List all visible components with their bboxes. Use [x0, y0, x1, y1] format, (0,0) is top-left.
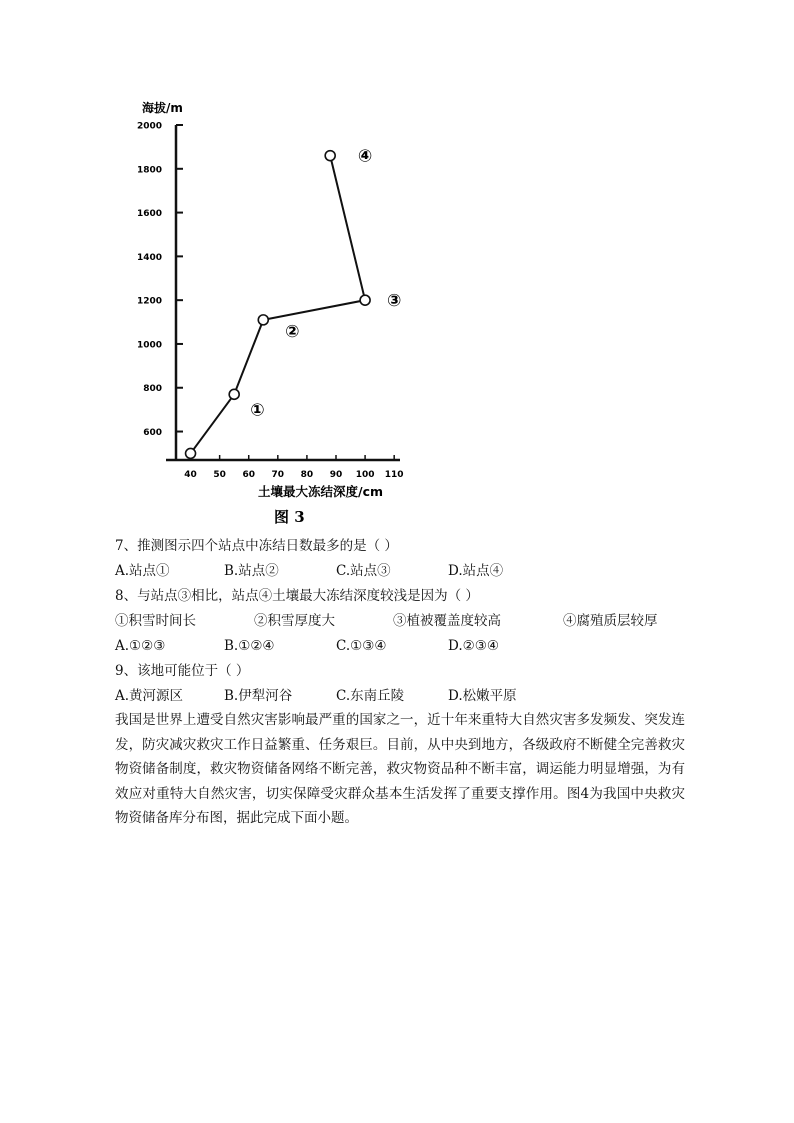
- x-tick-label: 50: [213, 470, 226, 480]
- q9-option-c[interactable]: C.东南丘陵: [336, 688, 405, 704]
- q8-option-c[interactable]: C.①③④: [336, 638, 387, 654]
- station-label: ②: [285, 321, 300, 342]
- figure-label: 图 3: [274, 508, 305, 526]
- station-label: ①: [250, 400, 265, 421]
- x-axis-label: 土壤最大冻结深度/cm: [258, 484, 384, 499]
- x-tick-label: 110: [384, 470, 404, 480]
- q7-option-d[interactable]: D.站点④: [448, 563, 504, 579]
- q8-statement-2: ②积雪厚度大: [254, 613, 335, 629]
- y-tick-label: 600: [143, 428, 162, 439]
- q7-option-c[interactable]: C.站点③: [336, 563, 391, 579]
- q9-option-b[interactable]: B.伊犁河谷: [224, 688, 293, 704]
- q8-statement-1: ①积雪时间长: [115, 613, 196, 629]
- station-point: [325, 151, 335, 161]
- station-label: ④: [357, 146, 373, 167]
- y-tick-label: 1800: [136, 165, 162, 176]
- station-point: [186, 448, 196, 458]
- question-8-stem: 8、与站点③相比，站点④土壤最大冻结深度较浅是因为（ ）: [115, 588, 479, 604]
- q8-option-d[interactable]: D.②③④: [448, 638, 499, 654]
- question-9-stem: 9、该地可能位于（ ）: [115, 663, 250, 679]
- x-tick-label: 40: [184, 470, 197, 480]
- y-axis-label: 海拔/m: [142, 101, 183, 115]
- series-line: [191, 156, 366, 454]
- station-point: [258, 315, 268, 325]
- y-tick-label: 1600: [136, 209, 162, 220]
- y-tick-label: 2000: [136, 121, 162, 132]
- q7-option-b[interactable]: B.站点②: [224, 563, 279, 579]
- altitude-frost-depth-chart: [100, 90, 440, 530]
- station-point: [360, 295, 370, 305]
- q8-statement-4: ④腐殖质层较厚: [563, 613, 658, 629]
- y-tick-label: 1200: [136, 296, 162, 307]
- q7-option-a[interactable]: A.站点①: [115, 563, 170, 579]
- question-7-stem: 7、推测图示四个站点中冻结日数最多的是（ ）: [115, 538, 398, 554]
- x-tick-label: 90: [329, 470, 343, 480]
- q9-option-d[interactable]: D.松嫩平原: [448, 688, 517, 704]
- y-tick-label: 1000: [136, 340, 162, 351]
- q8-option-b[interactable]: B.①②④: [224, 638, 275, 654]
- reading-passage: 我国是世界上遭受自然灾害影响最严重的国家之一，近十年来重特大自然灾害多发频发、突发连发，防灾减灾救灾工作日益繁重、任务艰巨。目前，从中央到地方，各级政府不断健全完善救灾物资储备制度，救灾物资储备网络不断完善，救灾物资品种不断丰富，调运能力明显增强，为有效应对重特大自然灾害，切实保障受灾群众基本生活发挥了重要支撑作用。图4为我国中央救灾物资储备库分布图，据此完成下面小题。: [115, 712, 685, 826]
- x-tick-label: 70: [271, 470, 285, 480]
- y-tick-label: 1400: [136, 252, 162, 263]
- q9-option-a[interactable]: A.黄河源区: [115, 688, 184, 704]
- q8-option-a[interactable]: A.①②③: [115, 638, 166, 654]
- x-tick-label: 60: [242, 470, 255, 480]
- station-label: ③: [386, 291, 402, 312]
- y-tick-label: 800: [143, 384, 162, 395]
- q8-statement-3: ③植被覆盖度较高: [393, 613, 501, 629]
- x-tick-label: 80: [300, 470, 314, 480]
- x-tick-label: 100: [355, 470, 375, 480]
- station-point: [229, 389, 239, 399]
